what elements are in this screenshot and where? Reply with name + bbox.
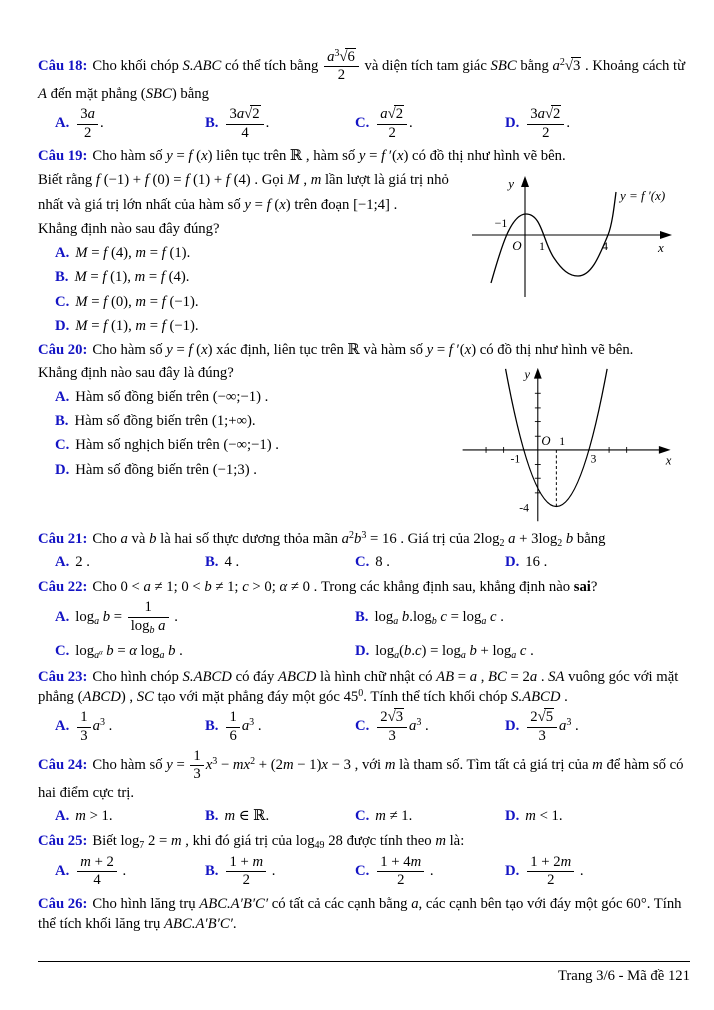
question-20	[38, 340, 690, 528]
option-letter: C.	[55, 437, 70, 454]
option-value: $\log_{a^\alpha} b = \alpha$ $\log_a b$ .	[75, 643, 183, 662]
question-18	[38, 50, 690, 141]
option-letter: C.	[55, 643, 70, 660]
option-letter: D.	[355, 643, 370, 660]
q20-label: Câu 20:	[38, 342, 88, 359]
option-value: Hàm số nghịch biến trên (−∞;−1) .	[75, 437, 279, 454]
curve-label: y = f ′(x)	[620, 188, 666, 204]
origin-label: O	[512, 238, 522, 254]
option-letter: D.	[55, 317, 70, 334]
option-letter: D.	[505, 862, 520, 879]
q21-statement	[38, 529, 690, 549]
option-value: $\frac{1 + 2m}{2}$ .	[525, 863, 583, 879]
q20-body	[38, 363, 690, 529]
q20-option-c	[55, 435, 452, 455]
q26-label: Câu 26:	[38, 895, 88, 912]
option-value: Hàm số đồng biến trên (−1;3) .	[75, 461, 257, 478]
x-axis-label: x	[665, 453, 672, 468]
option-value: Hàm số đồng biến trên (−∞;−1) .	[75, 388, 269, 405]
q18-option-a	[55, 107, 205, 141]
q19-text1: Cho hàm số y = f (x) liên tục trên ℝ , hàm số y = f ′(x) có đồ thị như hình vẽ bên.	[92, 148, 566, 165]
option-letter: C.	[55, 293, 70, 310]
option-value: $\frac{3a}{2}$ .	[75, 115, 103, 131]
q24-option-b	[205, 806, 355, 826]
q20-options	[55, 387, 452, 480]
page-number: Trang 3/6 - Mã đề 121	[557, 967, 690, 984]
option-value: m < 1.	[525, 808, 563, 825]
q18-option-d	[505, 107, 657, 141]
q25-options	[55, 855, 690, 889]
q24-options	[55, 806, 690, 826]
option-letter: A.	[55, 115, 70, 132]
option-letter: C.	[355, 808, 370, 825]
option-value: 16 .	[525, 553, 548, 570]
option-value: $\frac{m + 2}{4}$ .	[75, 863, 126, 879]
q24-statement	[38, 749, 690, 803]
q22-option-b	[355, 607, 661, 627]
q25-label: Câu 25:	[38, 833, 88, 850]
option-value: $\frac{1 + m}{2}$ .	[224, 863, 275, 879]
q25-option-b	[205, 855, 355, 889]
option-value: M = f (0), m = f (−1).	[75, 293, 199, 310]
option-value: $\frac{2√3}{3}$ $a^3$ .	[375, 718, 428, 734]
option-letter: A.	[55, 808, 70, 825]
question-22	[38, 577, 690, 661]
q26-text: Cho hình lăng trụ ABC.A′B′C′ có tất cả các cạnh bằng a, các cạnh bên tạo với đáy một góc 60°. Tính thể tích khối lăng trụ ABC.A′B′C′.	[38, 895, 682, 932]
option-value: M = f (1), m = f (4).	[74, 269, 190, 286]
option-letter: B.	[205, 718, 219, 735]
option-letter: A.	[55, 862, 70, 879]
q25-option-a	[55, 855, 205, 889]
tick-minus1: −1	[494, 216, 508, 231]
q22-option-c	[55, 641, 355, 661]
q20-option-a	[55, 387, 452, 407]
option-letter: B.	[55, 413, 69, 430]
q21-options	[55, 552, 690, 572]
x-axis-arrow	[660, 231, 672, 239]
option-value: M = f (1), m = f (−1).	[75, 317, 199, 334]
option-value: $\frac{3a√2}{2}$ .	[525, 115, 570, 131]
q18-option-b	[205, 107, 355, 141]
option-letter: D.	[505, 553, 520, 570]
q26-statement	[38, 894, 690, 935]
q21-option-c	[355, 552, 505, 572]
option-letter: B.	[55, 269, 69, 286]
q25-statement	[38, 831, 690, 851]
q22-label: Câu 22:	[38, 579, 88, 596]
page-footer	[38, 961, 690, 986]
q25-option-c	[355, 855, 505, 889]
q24-label: Câu 24:	[38, 757, 88, 774]
q19-fprime-graph	[464, 170, 690, 302]
option-value: m ≠ 1.	[375, 808, 413, 825]
option-letter: B.	[205, 808, 219, 825]
q23-option-b	[205, 710, 355, 744]
q20-question-line: Khẳng định nào sau đây là đúng?	[38, 364, 234, 381]
q19-question-line: Khẳng định nào sau đây đúng?	[38, 220, 220, 237]
option-value: m ∈ ℝ.	[224, 808, 270, 825]
option-letter: D.	[55, 461, 70, 478]
parabola-curve	[506, 368, 608, 506]
q23-options	[55, 710, 690, 744]
x-axis-label: x	[658, 240, 664, 256]
tick-1: 1	[539, 239, 545, 254]
option-value: $\frac{1}{6}$ $a^3$ .	[224, 718, 261, 734]
question-23	[38, 667, 690, 744]
tick-1: 1	[559, 434, 566, 448]
q18-text: Cho khối chóp S.ABC có thể tích bằng $\frac{a^3√6}{2}$ và diện tích tam giác SBC bằng $a^2√3$ . Khoảng cách từ A đến mặt phẳng (SBC) bằng	[38, 48, 686, 102]
q19-statement-line1	[38, 146, 690, 166]
question-19	[38, 146, 690, 336]
q20-parabola-graph	[452, 363, 690, 529]
option-value: 4 .	[224, 553, 240, 570]
q23-text: Cho hình chóp S.ABCD có đáy ABCD là hình chữ nhật có AB = a , BC = 2a . SA vuông góc với mặt phẳng (ABCD) , SC tạo với mặt phẳng đáy một góc $45^0$. Tính thể tích khối chóp S.ABCD .	[38, 668, 679, 705]
q21-text: Cho a và b là hai số thực dương thỏa mãn $a^2b^3 = 16$ . Giá trị của $2\log_2$ $a + 3\log_2$ b bằng	[92, 529, 606, 549]
q21-option-a	[55, 552, 205, 572]
q20-left-column	[38, 363, 452, 529]
question-21	[38, 529, 690, 573]
option-value: m > 1.	[75, 808, 113, 825]
q20-option-b	[55, 411, 452, 431]
q23-statement	[38, 667, 690, 708]
option-value: $\frac{1 + 4m}{2}$ .	[375, 863, 433, 879]
q25-text: Biết $\log_7 2 = m$ , khi đó giá trị của $\log_{49} 28$ được tính theo m là:	[92, 833, 465, 852]
q25-option-d	[505, 855, 657, 889]
q22-options	[55, 600, 690, 661]
q19-statement-line2: Biết rằng f (−1) + f (0) = f (1) + f (4) . Gọi M , m lần lượt là giá trị nhỏ nhất và giá trị lớn nhất của hàm số y = f (x) trên đoạn [−1;4] .	[38, 172, 449, 213]
q23-option-d	[505, 710, 657, 744]
question-26	[38, 894, 690, 935]
question-24	[38, 749, 690, 826]
option-letter: B.	[205, 862, 219, 879]
q19-fprime-graph-figure	[464, 170, 690, 308]
option-letter: C.	[355, 862, 370, 879]
y-axis-arrow	[521, 176, 529, 187]
option-value: $\frac{3a√2}{4}$ .	[224, 115, 269, 131]
option-value: $\log_a(b.c) = \log_a b + \log_a c$ .	[375, 643, 534, 662]
option-value: M = f (4), m = f (1).	[75, 245, 191, 262]
option-letter: A.	[55, 553, 70, 570]
q19-option-d	[55, 316, 690, 336]
tick-4: 4	[602, 239, 608, 254]
fprime-curve	[491, 192, 616, 283]
q20-parabola-figure	[452, 363, 690, 529]
q24-text: Cho hàm số y = $\frac{1}{3}$ $x^3 - mx^2 + (2m - 1)x - 3$ , với m là tham số. Tìm tất cả giá trị của m để hàm số có hai điểm cực trị.	[38, 747, 684, 801]
q19-label: Câu 19:	[38, 148, 88, 165]
origin-label: O	[541, 433, 551, 448]
q24-option-c	[355, 806, 505, 826]
option-value: Hàm số đồng biến trên (1;+∞).	[74, 413, 256, 430]
option-letter: D.	[505, 718, 520, 735]
tick-3: 3	[590, 452, 597, 466]
option-letter: D.	[505, 115, 520, 132]
option-letter: B.	[205, 115, 219, 132]
option-letter: A.	[55, 608, 70, 625]
q21-option-b	[205, 552, 355, 572]
option-letter: C.	[355, 718, 370, 735]
option-value: $\log_a b$ = $\frac{1}{\log_b a}$ .	[75, 599, 178, 636]
q21-label: Câu 21:	[38, 530, 88, 547]
option-letter: A.	[55, 245, 70, 262]
question-25	[38, 831, 690, 888]
q22-text: Cho 0 < a ≠ 1; 0 < b ≠ 1; c > 0; α ≠ 0 . Trong các khẳng định sau, khẳng định nào sai?	[92, 579, 598, 596]
option-letter: C.	[355, 115, 370, 132]
q21-option-d	[505, 552, 657, 572]
option-letter: D.	[505, 808, 520, 825]
y-axis-label: y	[524, 367, 530, 382]
q24-option-a	[55, 806, 205, 826]
q20-option-d	[55, 460, 452, 480]
q22-option-a	[55, 600, 355, 634]
q23-option-c	[355, 710, 505, 744]
option-value: $\log_a b.\log_b$ $c = \log_a c$ .	[374, 609, 504, 628]
option-letter: B.	[205, 553, 219, 570]
option-letter: A.	[55, 388, 70, 405]
tick-minus1: -1	[510, 452, 521, 466]
option-value: $\frac{a√2}{2}$ .	[375, 115, 412, 131]
option-letter: B.	[355, 609, 369, 626]
option-letter: A.	[55, 718, 70, 735]
option-value: $\frac{1}{3}$ $a^3$ .	[75, 718, 112, 734]
option-value: $\frac{2√5}{3}$ $a^3$ .	[525, 718, 578, 734]
q22-option-d	[355, 641, 661, 661]
option-value: 2 .	[75, 553, 90, 570]
q18-option-c	[355, 107, 505, 141]
q18-label: Câu 18:	[38, 58, 88, 75]
q18-options	[55, 107, 690, 141]
q23-label: Câu 23:	[38, 668, 88, 685]
q20-text1: Cho hàm số y = f (x) xác định, liên tục trên ℝ và hàm số y = f ′(x) có đồ thị như hình vẽ bên.	[92, 342, 634, 359]
option-letter: C.	[355, 553, 370, 570]
q22-statement	[38, 577, 690, 597]
q24-option-d	[505, 806, 657, 826]
q20-statement-line1	[38, 340, 690, 360]
y-axis-arrow	[534, 367, 542, 378]
q18-statement	[38, 50, 690, 104]
y-axis-label: y	[508, 176, 514, 192]
q23-option-a	[55, 710, 205, 744]
tick-minus4: -4	[519, 500, 530, 514]
option-value: 8 .	[375, 553, 390, 570]
